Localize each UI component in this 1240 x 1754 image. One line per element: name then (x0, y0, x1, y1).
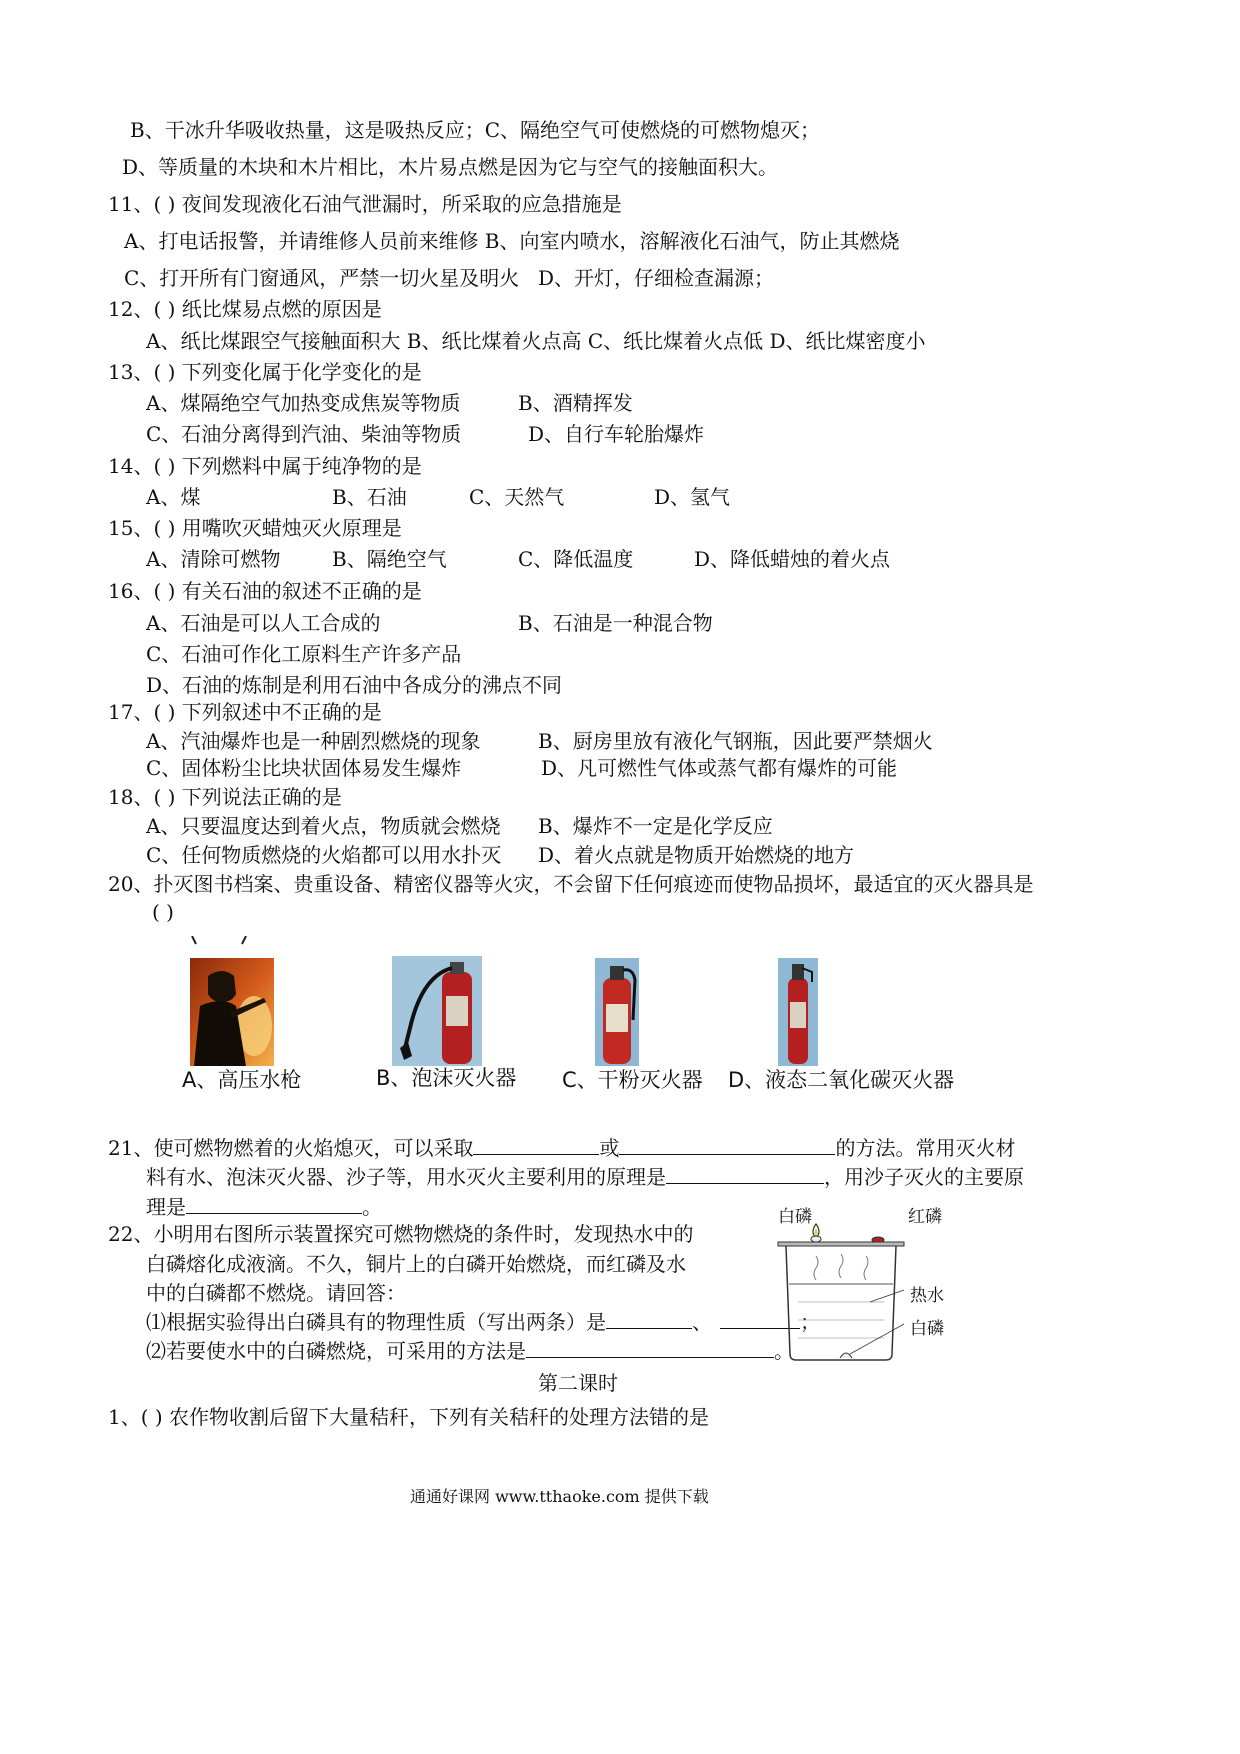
q22-line2: 白磷熔化成液滴。不久，铜片上的白磷开始燃烧，而红磷及水 (146, 1252, 686, 1276)
fig-label-white-phosphorus-top: 白磷 (778, 1207, 812, 1227)
q16-option-d: D、石油的炼制是利用石油中各成分的沸点不同 (146, 673, 563, 697)
q21-text-6: 理是 (146, 1195, 186, 1219)
q17-option-a: A、汽油爆炸也是一种剧烈燃烧的现象 (146, 729, 481, 753)
q21-text-7: 。 (362, 1195, 382, 1219)
q13-option-b: B、酒精挥发 (518, 391, 633, 415)
q21-text-3: 的方法。常用灭火材 (835, 1136, 1016, 1160)
q20-option-a-caption: A、高压水枪 (182, 1068, 302, 1092)
q11-option-ab: A、打电话报警，并请维修人员前来维修 B、向室内喷水，溶解液化石油气，防止其燃烧 (124, 229, 900, 253)
fig-label-red-phosphorus: 红磷 (908, 1207, 942, 1227)
q22-text-3: ； (800, 1310, 820, 1334)
q21-text-2: 或 (599, 1136, 620, 1160)
q13-option-c: C、石油分离得到汽油、柴油等物质 (146, 422, 462, 446)
q22-line3: 中的白磷都不燃烧。请回答： (146, 1281, 406, 1305)
q21-blank-1[interactable] (473, 1134, 599, 1155)
q15-option-a: A、清除可燃物 (146, 547, 281, 571)
page-footer: 通通好课网 www.tthaoke.com 提供下载 (410, 1487, 709, 1506)
q14-option-c: C、天然气 (469, 485, 565, 509)
q22-line4 (146, 1308, 820, 1335)
q22-line1: 22、小明用右图所示装置探究可燃物燃烧的条件时，发现热水中的 (108, 1222, 694, 1246)
q20-option-c-caption: C、干粉灭火器 (562, 1068, 703, 1092)
q16-stem: 16、( ) 有关石油的叙述不正确的是 (108, 579, 422, 603)
q21-text-5: ，用沙子灭火的主要原 (824, 1165, 1024, 1189)
q18-stem: 18、( ) 下列说法正确的是 (108, 785, 342, 809)
q21-text-1: 21、使可燃物燃着的火焰熄灭，可以采取 (108, 1136, 474, 1160)
dry-powder-extinguisher-photo (595, 958, 639, 1066)
q16-option-b: B、石油是一种混合物 (518, 611, 713, 635)
q20-stem: 20、扑灭图书档案、贵重设备、精密仪器等火灾，不会留下任何痕迹而使物品损坏，最适宜的灭火器具是 (108, 872, 1034, 896)
q11-option-c: C、打开所有门窗通风，严禁一切火星及明火 (124, 266, 520, 290)
q11-stem: 11、( ) 夜间发现液化石油气泄漏时，所采取的应急措施是 (108, 192, 622, 216)
q18-option-b: B、爆炸不一定是化学反应 (538, 814, 773, 838)
q17-option-b: B、厨房里放有液化气钢瓶，因此要严禁烟火 (538, 729, 933, 753)
q12-options: A、纸比煤跟空气接触面积大 B、纸比煤着火点高 C、纸比煤着火点低 D、纸比煤密度小 (146, 329, 926, 353)
q22-text-2: 、 (692, 1310, 712, 1334)
q20-answer-paren: ( ) (152, 900, 174, 924)
q21-line3 (146, 1193, 382, 1220)
q22-line5 (146, 1337, 794, 1364)
q13-option-d: D、自行车轮胎爆炸 (528, 422, 705, 446)
q16-option-a: A、石油是可以人工合成的 (146, 611, 381, 635)
q13-stem: 13、( ) 下列变化属于化学变化的是 (108, 360, 422, 384)
q21-blank-3[interactable] (666, 1163, 824, 1184)
fig-label-hot-water: 热水 (910, 1286, 944, 1306)
q18-option-c: C、任何物质燃烧的火焰都可以用水扑灭 (146, 843, 502, 867)
q15-option-c: C、降低温度 (518, 547, 634, 571)
q15-option-d: D、降低蜡烛的着火点 (694, 547, 891, 571)
q21-line2 (146, 1163, 1024, 1190)
q22-text-4: ⑵若要使水中的白磷燃烧，可采用的方法是 (146, 1339, 526, 1363)
q14-option-a: A、煤 (146, 485, 201, 509)
q17-option-d: D、凡可燃性气体或蒸气都有爆炸的可能 (541, 756, 898, 780)
phosphorus-combustion-apparatus-diagram (776, 1212, 906, 1362)
q21-blank-4[interactable] (186, 1193, 362, 1214)
q15-stem: 15、( ) 用嘴吹灭蜡烛灭火原理是 (108, 516, 402, 540)
q20-option-d-caption: D、液态二氧化碳灭火器 (728, 1068, 955, 1092)
q18-option-d: D、着火点就是物质开始燃烧的地方 (538, 843, 855, 867)
high-pressure-water-gun-photo (190, 936, 274, 1066)
liquid-co2-extinguisher-photo (778, 958, 818, 1066)
q14-stem: 14、( ) 下列燃料中属于纯净物的是 (108, 454, 422, 478)
q16-option-c: C、石油可作化工原料生产许多产品 (146, 642, 462, 666)
section-title: 第二课时 (538, 1371, 618, 1395)
q17-stem: 17、( ) 下列叙述中不正确的是 (108, 700, 382, 724)
s2-q1-stem: 1、( ) 农作物收割后留下大量秸秆，下列有关秸秆的处理方法错的是 (108, 1405, 710, 1429)
q22-text-1: ⑴根据实验得出白磷具有的物理性质（写出两条）是 (146, 1310, 606, 1334)
q21-line1 (108, 1134, 1015, 1161)
q21-blank-2[interactable] (619, 1134, 835, 1155)
q13-option-a: A、煤隔绝空气加热变成焦炭等物质 (146, 391, 461, 415)
q10-option-d: D、等质量的木块和木片相比，木片易点燃是因为它与空气的接触面积大。 (122, 155, 779, 179)
q12-stem: 12、( ) 纸比煤易点燃的原因是 (108, 297, 382, 321)
q17-option-c: C、固体粉尘比块状固体易发生爆炸 (146, 756, 462, 780)
q14-option-d: D、氢气 (654, 485, 731, 509)
q22-blank-3[interactable] (526, 1337, 774, 1358)
q22-blank-1[interactable] (606, 1308, 692, 1329)
q21-text-4: 料有水、泡沫灭火器、沙子等，用水灭火主要利用的原理是 (146, 1165, 666, 1189)
q15-option-b: B、隔绝空气 (332, 547, 447, 571)
q14-option-b: B、石油 (332, 485, 407, 509)
q10-option-bc: B、干冰升华吸收热量，这是吸热反应；C、隔绝空气可使燃烧的可燃物熄灭； (130, 118, 820, 142)
q11-option-d: D、开灯，仔细检查漏源； (538, 266, 775, 290)
foam-extinguisher-photo (392, 956, 482, 1066)
q20-option-b-caption: B、泡沫灭火器 (376, 1066, 517, 1090)
q22-text-5: 。 (774, 1339, 794, 1363)
q18-option-a: A、只要温度达到着火点，物质就会燃烧 (146, 814, 501, 838)
fig-label-white-phosphorus-bottom: 白磷 (910, 1319, 944, 1339)
